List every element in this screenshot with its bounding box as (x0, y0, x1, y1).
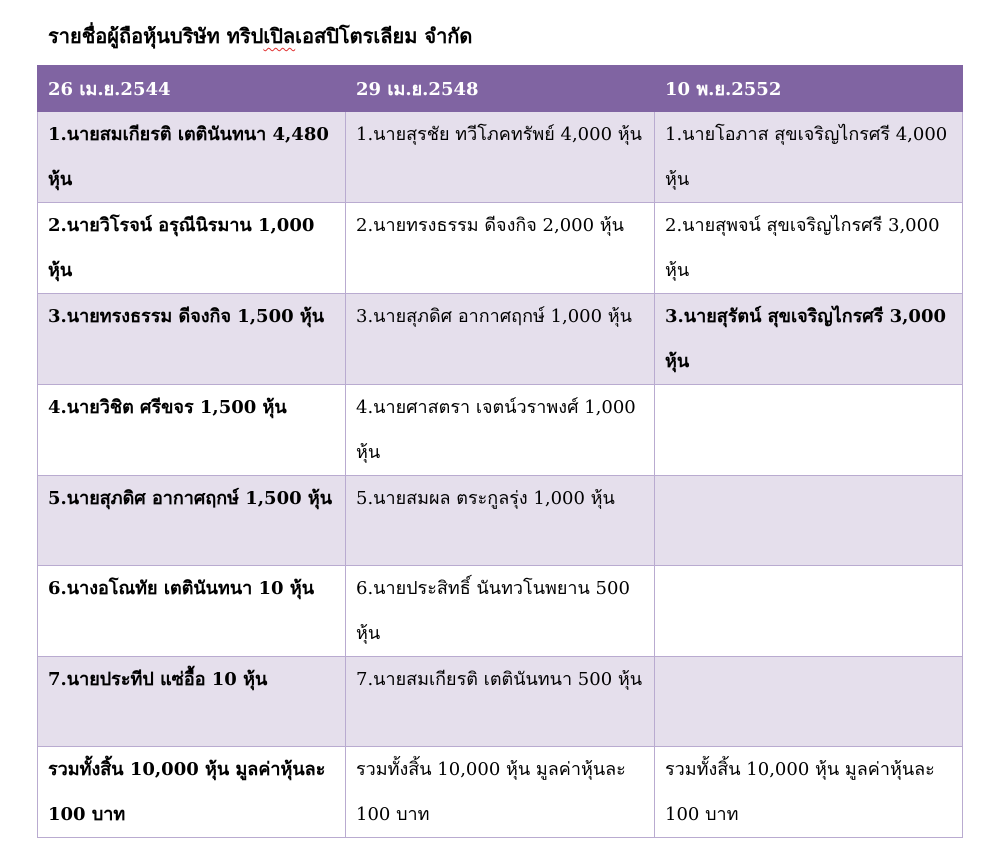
table-cell: 2.นายวิโรจน์ อรุณีนิรมาน 1,000 หุ้น (38, 203, 346, 294)
table-cell: 6.นางอโณทัย เตตินันทนา 10 หุ้น (38, 566, 346, 657)
table-cell: 2.นายทรงธรรม ดีจงกิจ 2,000 หุ้น (346, 203, 655, 294)
table-row (38, 476, 963, 566)
table-cell (655, 476, 963, 566)
table-cell: 7.นายประทีป แซ่อื้อ 10 หุ้น (38, 657, 346, 747)
table-cell: 1.นายสมเกียรติ เตตินันทนา 4,480 หุ้น (38, 112, 346, 203)
table-row-total (38, 747, 963, 838)
table-cell (655, 657, 963, 747)
table-row (38, 566, 963, 657)
table-row (38, 385, 963, 476)
table-row (38, 657, 963, 747)
table-cell: 3.นายสุภดิศ อากาศฤกษ์ 1,000 หุ้น (346, 294, 655, 385)
table-cell: 4.นายศาสตรา เจตน์วราพงศ์ 1,000 หุ้น (346, 385, 655, 476)
header-date-2552: 10 พ.ย.2552 (655, 66, 963, 112)
header-date-2544: 26 เม.ย.2544 (38, 66, 346, 112)
table-cell: 4.นายวิชิต ศรีขจร 1,500 หุ้น (38, 385, 346, 476)
table-cell: 7.นายสมเกียรติ เตตินันทนา 500 หุ้น (346, 657, 655, 747)
table-cell: 1.นายโอภาส สุขเจริญไกรศรี 4,000 หุ้น (655, 112, 963, 203)
table-cell: 5.นายสุภดิศ อากาศฤกษ์ 1,500 หุ้น (38, 476, 346, 566)
table-cell (655, 566, 963, 657)
table-row (38, 294, 963, 385)
table-header-row (38, 66, 963, 112)
table-cell: 6.นายประสิทธิ์ นันทวโนพยาน 500 หุ้น (346, 566, 655, 657)
table-cell: 5.นายสมผล ตระกูลรุ่ง 1,000 หุ้น (346, 476, 655, 566)
table-cell (655, 385, 963, 476)
header-date-2548: 29 เม.ย.2548 (346, 66, 655, 112)
shareholder-table (37, 65, 963, 838)
title-misspelled-word: เปิล (263, 24, 296, 48)
document-title (48, 20, 472, 52)
title-tail-text: เอสปิโตรเลียม จำกัด (295, 24, 473, 48)
table-cell: 2.นายสุพจน์ สุขเจริญไกรศรี 3,000 หุ้น (655, 203, 963, 294)
table-row (38, 203, 963, 294)
table-cell: 1.นายสุรชัย ทวีโภคทรัพย์ 4,000 หุ้น (346, 112, 655, 203)
table-cell: 3.นายทรงธรรม ดีจงกิจ 1,500 หุ้น (38, 294, 346, 385)
table-cell-total: รวมทั้งสิ้น 10,000 หุ้น มูลค่าหุ้นละ 100 บาท (38, 747, 346, 838)
table-row (38, 112, 963, 203)
table-cell-total: รวมทั้งสิ้น 10,000 หุ้น มูลค่าหุ้นละ 100 บาท (655, 747, 963, 838)
table-cell-total: รวมทั้งสิ้น 10,000 หุ้น มูลค่าหุ้นละ 100 บาท (346, 747, 655, 838)
title-main-text: รายชื่อผู้ถือหุ้นบริษัท ทริป (48, 24, 264, 48)
table-cell: 3.นายสุรัตน์ สุขเจริญไกรศรี 3,000 หุ้น (655, 294, 963, 385)
